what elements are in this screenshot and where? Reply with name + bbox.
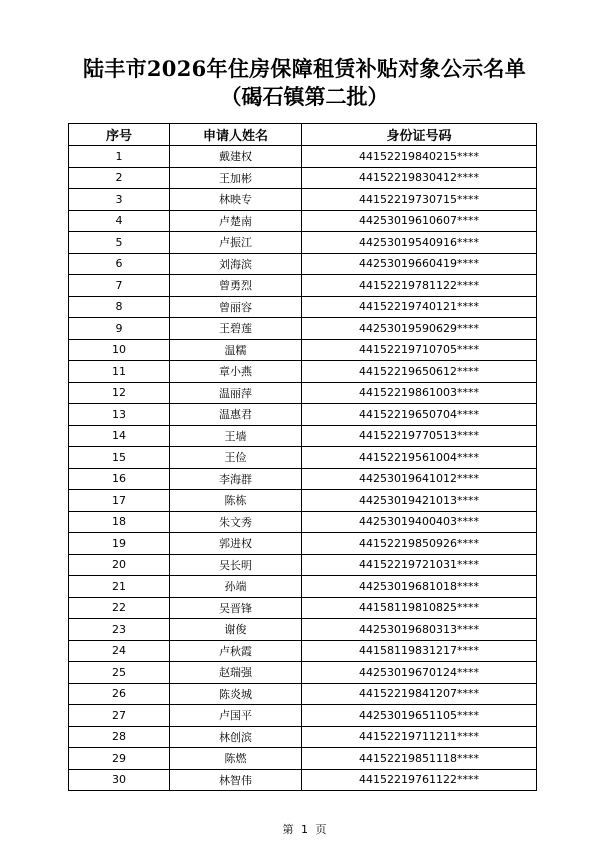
cell-applicant-name: 李海群 bbox=[170, 468, 302, 490]
cell-id-number: 44253019590629**** bbox=[302, 318, 537, 340]
cell-applicant-name: 温糯 bbox=[170, 339, 302, 361]
cell-serial-number: 20 bbox=[69, 554, 170, 576]
cell-serial-number: 6 bbox=[69, 253, 170, 275]
cell-serial-number: 15 bbox=[69, 447, 170, 469]
cell-serial-number: 23 bbox=[69, 619, 170, 641]
table-row bbox=[69, 275, 537, 297]
cell-serial-number: 13 bbox=[69, 404, 170, 426]
footer-prefix: 第 bbox=[282, 823, 294, 836]
table-row bbox=[69, 189, 537, 211]
cell-serial-number: 19 bbox=[69, 533, 170, 555]
cell-applicant-name: 赵瑞强 bbox=[170, 662, 302, 684]
cell-id-number: 44152219861003**** bbox=[302, 382, 537, 404]
cell-serial-number: 1 bbox=[69, 146, 170, 168]
table-row bbox=[69, 318, 537, 340]
cell-id-number: 44152219710705**** bbox=[302, 339, 537, 361]
table-row bbox=[69, 146, 537, 168]
cell-applicant-name: 温惠君 bbox=[170, 404, 302, 426]
page-number: 1 bbox=[301, 823, 308, 836]
cell-applicant-name: 王加彬 bbox=[170, 167, 302, 189]
cell-serial-number: 18 bbox=[69, 511, 170, 533]
cell-applicant-name: 吴长明 bbox=[170, 554, 302, 576]
table-row bbox=[69, 662, 537, 684]
table-row bbox=[69, 619, 537, 641]
cell-applicant-name: 孙端 bbox=[170, 576, 302, 598]
table-row bbox=[69, 339, 537, 361]
cell-serial-number: 11 bbox=[69, 361, 170, 383]
table-row bbox=[69, 296, 537, 318]
table-row bbox=[69, 447, 537, 469]
cell-serial-number: 10 bbox=[69, 339, 170, 361]
cell-applicant-name: 卢秋霞 bbox=[170, 640, 302, 662]
cell-applicant-name: 林创滨 bbox=[170, 726, 302, 748]
cell-id-number: 44253019641012**** bbox=[302, 468, 537, 490]
table-row bbox=[69, 210, 537, 232]
cell-applicant-name: 王俭 bbox=[170, 447, 302, 469]
cell-serial-number: 8 bbox=[69, 296, 170, 318]
table-row bbox=[69, 511, 537, 533]
cell-serial-number: 26 bbox=[69, 683, 170, 705]
cell-applicant-name: 朱文秀 bbox=[170, 511, 302, 533]
table-header-row bbox=[69, 124, 537, 146]
cell-id-number: 44152219650704**** bbox=[302, 404, 537, 426]
cell-applicant-name: 林智伟 bbox=[170, 769, 302, 791]
table-row bbox=[69, 533, 537, 555]
cell-applicant-name: 卢国平 bbox=[170, 705, 302, 727]
cell-serial-number: 29 bbox=[69, 748, 170, 770]
cell-id-number: 44152219650612**** bbox=[302, 361, 537, 383]
table-row bbox=[69, 683, 537, 705]
cell-serial-number: 30 bbox=[69, 769, 170, 791]
cell-applicant-name: 谢俊 bbox=[170, 619, 302, 641]
table-row bbox=[69, 253, 537, 275]
cell-serial-number: 25 bbox=[69, 662, 170, 684]
cell-applicant-name: 林映专 bbox=[170, 189, 302, 211]
cell-serial-number: 4 bbox=[69, 210, 170, 232]
cell-id-number: 44253019610607**** bbox=[302, 210, 537, 232]
table-row bbox=[69, 576, 537, 598]
cell-applicant-name: 曾勇烈 bbox=[170, 275, 302, 297]
cell-applicant-name: 陈炎城 bbox=[170, 683, 302, 705]
title-main: 陆丰市2026年住房保障租赁补贴对象公示名单 bbox=[82, 56, 527, 81]
table-row bbox=[69, 597, 537, 619]
cell-id-number: 44152219721031**** bbox=[302, 554, 537, 576]
cell-id-number: 44152219761122**** bbox=[302, 769, 537, 791]
cell-serial-number: 5 bbox=[69, 232, 170, 254]
cell-applicant-name: 戴建权 bbox=[170, 146, 302, 168]
cell-applicant-name: 刘海滨 bbox=[170, 253, 302, 275]
table-row bbox=[69, 726, 537, 748]
cell-applicant-name: 温丽萍 bbox=[170, 382, 302, 404]
cell-id-number: 44152219561004**** bbox=[302, 447, 537, 469]
cell-id-number: 44152219841207**** bbox=[302, 683, 537, 705]
cell-id-number: 44152219711211**** bbox=[302, 726, 537, 748]
cell-id-number: 44253019651105**** bbox=[302, 705, 537, 727]
cell-serial-number: 22 bbox=[69, 597, 170, 619]
cell-id-number: 44158119831217**** bbox=[302, 640, 537, 662]
cell-serial-number: 24 bbox=[69, 640, 170, 662]
table-row bbox=[69, 640, 537, 662]
cell-serial-number: 3 bbox=[69, 189, 170, 211]
cell-id-number: 44152219781122**** bbox=[302, 275, 537, 297]
page-footer bbox=[0, 821, 609, 837]
cell-id-number: 44253019421013**** bbox=[302, 490, 537, 512]
table-row bbox=[69, 468, 537, 490]
subsidy-recipient-table bbox=[68, 123, 537, 791]
cell-id-number: 44152219850926**** bbox=[302, 533, 537, 555]
cell-serial-number: 2 bbox=[69, 167, 170, 189]
cell-applicant-name: 卢楚南 bbox=[170, 210, 302, 232]
cell-applicant-name: 王墙 bbox=[170, 425, 302, 447]
cell-applicant-name: 曾丽容 bbox=[170, 296, 302, 318]
table-row bbox=[69, 425, 537, 447]
table-row bbox=[69, 232, 537, 254]
header-id-number: 身份证号码 bbox=[302, 124, 537, 146]
footer-suffix: 页 bbox=[315, 823, 327, 836]
cell-applicant-name: 卢振江 bbox=[170, 232, 302, 254]
cell-serial-number: 9 bbox=[69, 318, 170, 340]
table-row bbox=[69, 404, 537, 426]
cell-id-number: 44253019680313**** bbox=[302, 619, 537, 641]
cell-id-number: 44152219770513**** bbox=[302, 425, 537, 447]
cell-id-number: 44152219730715**** bbox=[302, 189, 537, 211]
cell-id-number: 44152219830412**** bbox=[302, 167, 537, 189]
cell-id-number: 44152219851118**** bbox=[302, 748, 537, 770]
cell-id-number: 44152219840215**** bbox=[302, 146, 537, 168]
cell-serial-number: 21 bbox=[69, 576, 170, 598]
cell-applicant-name: 陈栋 bbox=[170, 490, 302, 512]
document-title bbox=[0, 54, 609, 110]
cell-id-number: 44152219740121**** bbox=[302, 296, 537, 318]
cell-serial-number: 14 bbox=[69, 425, 170, 447]
cell-serial-number: 16 bbox=[69, 468, 170, 490]
table-row bbox=[69, 382, 537, 404]
cell-applicant-name: 章小燕 bbox=[170, 361, 302, 383]
cell-serial-number: 12 bbox=[69, 382, 170, 404]
table-row bbox=[69, 554, 537, 576]
cell-serial-number: 7 bbox=[69, 275, 170, 297]
cell-id-number: 44253019540916**** bbox=[302, 232, 537, 254]
cell-id-number: 44253019400403**** bbox=[302, 511, 537, 533]
cell-id-number: 44158119810825**** bbox=[302, 597, 537, 619]
table-row bbox=[69, 769, 537, 791]
cell-applicant-name: 郭进权 bbox=[170, 533, 302, 555]
cell-applicant-name: 陈燃 bbox=[170, 748, 302, 770]
header-serial-number: 序号 bbox=[69, 124, 170, 146]
cell-serial-number: 27 bbox=[69, 705, 170, 727]
cell-serial-number: 17 bbox=[69, 490, 170, 512]
title-sub: （碣石镇第二批） bbox=[220, 84, 389, 109]
cell-id-number: 44253019681018**** bbox=[302, 576, 537, 598]
header-applicant-name: 申请人姓名 bbox=[170, 124, 302, 146]
cell-applicant-name: 吴晋锋 bbox=[170, 597, 302, 619]
cell-applicant-name: 王碧莲 bbox=[170, 318, 302, 340]
table-row bbox=[69, 705, 537, 727]
table-row bbox=[69, 748, 537, 770]
cell-serial-number: 28 bbox=[69, 726, 170, 748]
table-row bbox=[69, 167, 537, 189]
cell-id-number: 44253019670124**** bbox=[302, 662, 537, 684]
cell-id-number: 44253019660419**** bbox=[302, 253, 537, 275]
table-row bbox=[69, 361, 537, 383]
table-body bbox=[69, 146, 537, 791]
table-row bbox=[69, 490, 537, 512]
